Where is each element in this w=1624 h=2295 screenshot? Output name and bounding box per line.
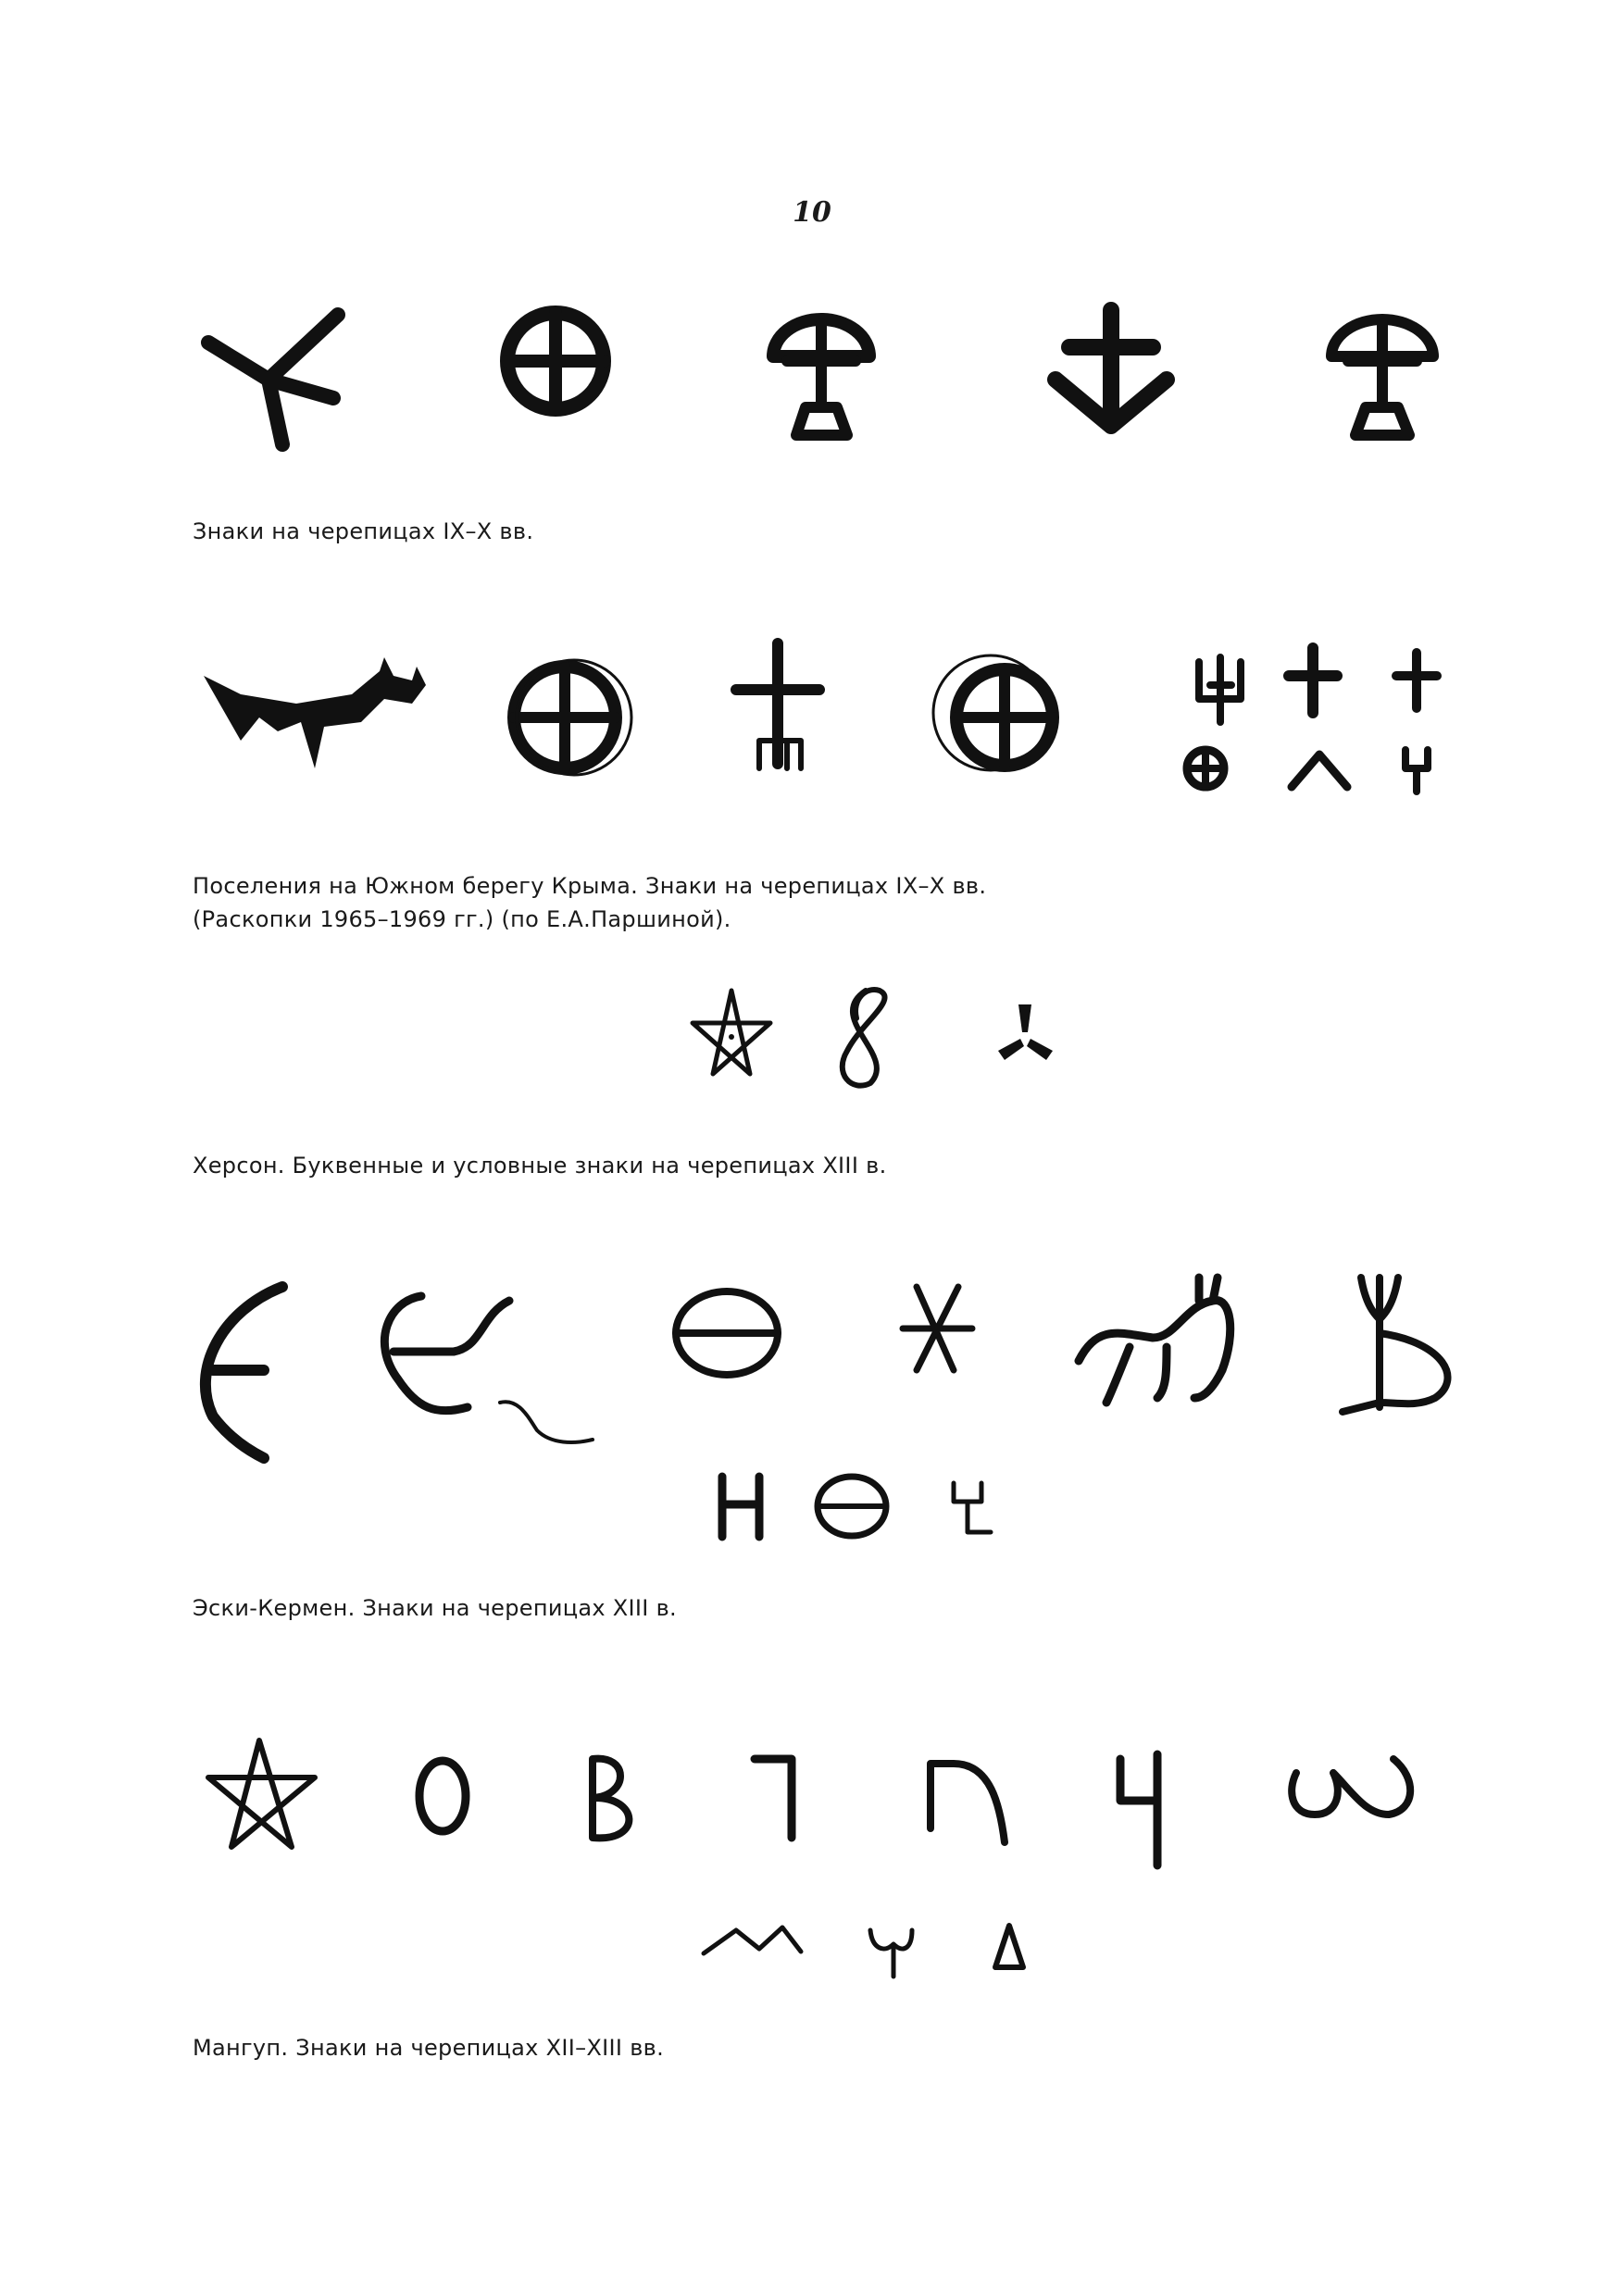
circled-cross-ring-icon-1 <box>514 660 631 775</box>
caption-2-line-1: Поселения на Южном берегу Крыма. Знаки на черепицах IX–X вв. <box>193 873 987 899</box>
omega-sign-icon <box>1292 1759 1410 1815</box>
cross-with-stand-icon <box>736 643 819 768</box>
letter-ch-sign-icon <box>1120 1754 1157 1865</box>
letter-o-sign-icon <box>419 1761 466 1831</box>
anchor-sign-icon <box>1056 310 1167 426</box>
page-number: 10 <box>793 196 831 229</box>
letter-b-sign-icon <box>593 1759 629 1839</box>
trident-sign-small-icon <box>870 1930 912 1977</box>
zigzag-sign-icon <box>704 1927 801 1953</box>
figure-row-2 <box>185 630 1481 805</box>
figure-row-1 <box>185 296 1481 463</box>
caption-2-line-2: (Раскопки 1965–1969 гг.) (по Е.А.Паршиной). <box>193 906 731 932</box>
small-signs-cluster-icon <box>1187 648 1437 792</box>
arch-cross-icon-2 <box>1331 319 1433 435</box>
caption-1: Знаки на черепицах IX–X вв. <box>193 518 534 544</box>
forked-sign-icon <box>208 315 338 444</box>
circled-cross-icon <box>507 313 604 409</box>
double-loop-icon <box>843 990 885 1086</box>
theta-sign-icon <box>676 1291 778 1375</box>
horse-sign-icon <box>1079 1278 1230 1403</box>
arch-cross-icon-1 <box>773 319 869 435</box>
psi-sign-small-icon <box>954 1483 991 1532</box>
caption-3: Херсон. Буквенные и условные знаки на черепицах XIII в. <box>193 1153 887 1179</box>
curled-sign-icon <box>384 1296 593 1442</box>
triangle-sign-icon <box>995 1926 1023 1967</box>
trident-b-sign-icon <box>1343 1278 1448 1412</box>
letter-h-sign-icon <box>722 1477 759 1537</box>
theta-sign-small-icon <box>818 1477 886 1536</box>
caption-5: Мангуп. Знаки на черепицах XII–XIII вв. <box>193 2035 665 2061</box>
animal-sign-icon <box>204 657 426 768</box>
three-blade-sign-icon <box>998 1004 1053 1060</box>
arch-sign-icon <box>931 1764 1005 1842</box>
circled-cross-ring-icon-2 <box>933 655 1053 770</box>
caption-4: Эски-Кермен. Знаки на черепицах XIII в. <box>193 1595 677 1621</box>
gamma-sign-icon <box>755 1759 792 1838</box>
figure-row-4 <box>185 1259 1481 1537</box>
pentagram-icon <box>693 991 770 1074</box>
figure-row-5 <box>185 1722 1481 1981</box>
figure-row-3 <box>685 981 1093 1092</box>
pentagram-large-icon <box>208 1740 315 1847</box>
bow-sign-icon <box>206 1287 282 1458</box>
asterisk-sign-icon <box>903 1287 972 1370</box>
